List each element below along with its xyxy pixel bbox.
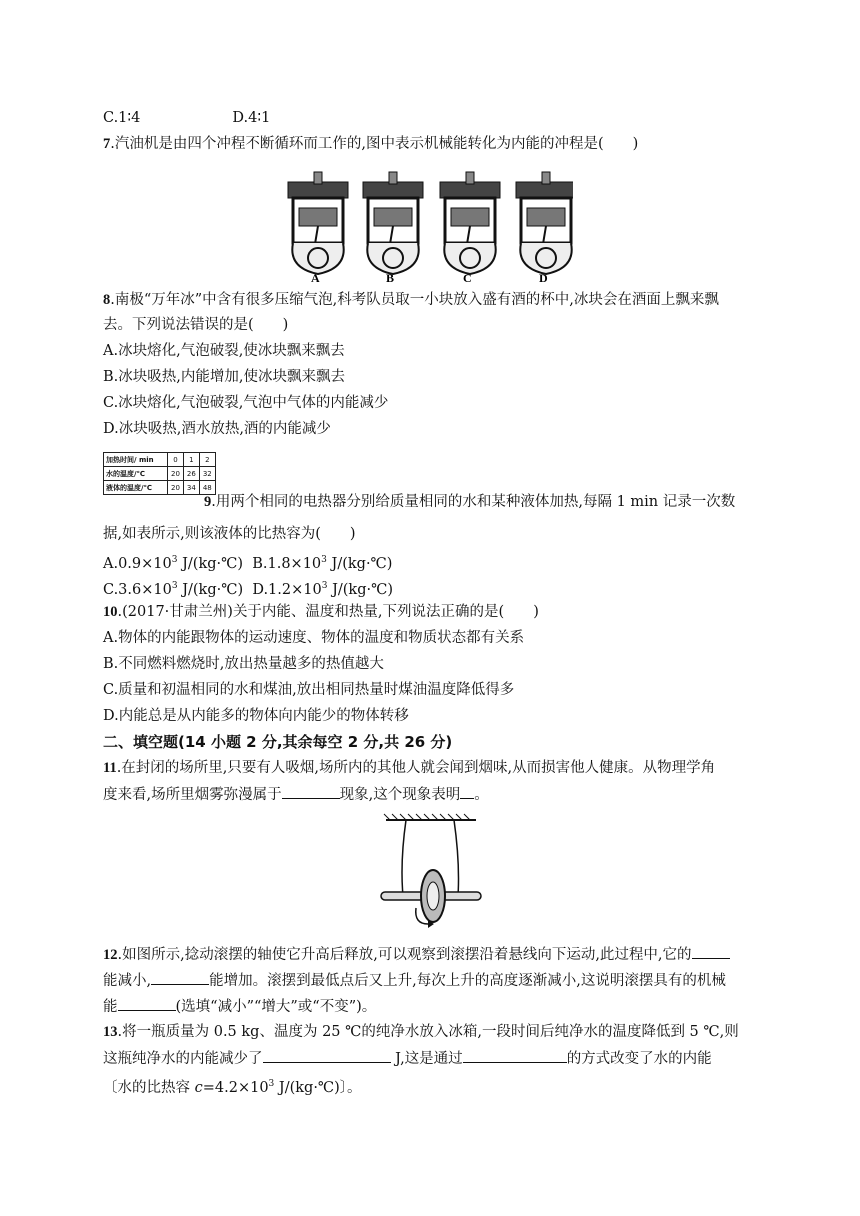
answer-blank[interactable] <box>692 944 730 959</box>
q10-number: 10 <box>103 604 118 620</box>
answer-blank[interactable] <box>282 784 340 799</box>
q12-stem-line3: 能 (选填“减小”“增大”或“不变”)。 <box>103 996 376 1017</box>
q9-number: 9 <box>204 494 212 510</box>
stroke-label-d: D <box>539 271 548 284</box>
q9-text: .用两个相同的电热器分别给质量相同的水和某种液体加热,每隔 1 min 记录一次数 <box>211 494 736 510</box>
q10-option-b: B.不同燃料燃烧时,放出热量越多的热值越大 <box>103 656 384 672</box>
q9-options-cd: $C.3.6\times 10^3$ J/(kg·℃) $D.1.2\times 10^3$ J/(kg·℃) <box>103 581 393 598</box>
q8-option-a: A.冰块熔化,气泡破裂,使冰块飘来飘去 <box>103 343 345 359</box>
q9-option-d: D.1.2×10 <box>252 581 322 598</box>
q6-options <box>103 108 270 128</box>
q8-option-b: B.冰块吸热,内能增加,使冰块飘来飘去 <box>103 369 345 385</box>
q8-option-c: C.冰块熔化,气泡破裂,气泡中气体的内能减少 <box>103 395 389 411</box>
q8-number: 8 <box>103 292 111 308</box>
stroke-label-a: A <box>311 271 320 284</box>
q10-stem <box>103 602 539 622</box>
q9-options-ab: $A.0.9\times 10^3$ J/(kg·℃) $B.1.8\times 10^3$ J/(kg·℃) <box>103 555 393 572</box>
q13-number: 13 <box>103 1024 118 1040</box>
answer-blank[interactable] <box>263 1048 391 1063</box>
q10-source: .(2017·甘肃兰州) <box>117 604 233 620</box>
q6-option-c: C.1∶4 <box>103 110 141 126</box>
q10-option-d: D.内能总是从内能多的物体向内能少的物体转移 <box>103 708 409 724</box>
stroke-label-b: B <box>386 271 395 284</box>
q12-text: .如图所示,捻动滚摆的轴使它升高后释放,可以观察到滚摆沿着悬线向下运动,此过程中,它的 <box>117 947 692 963</box>
q10-text: 关于内能、温度和热量,下列说法正确的是( ) <box>232 604 539 620</box>
q11-stem-line2: 度来看,场所里烟雾弥漫属于 现象,这个现象表明 。 <box>103 784 489 805</box>
q8-stem-line2: 去。下列说法错误的是( ) <box>103 317 289 333</box>
q10-option-c: C.质量和初温相同的水和煤油,放出相同热量时煤油温度降低得多 <box>103 682 515 698</box>
engine-diagram <box>288 172 348 274</box>
table-row: 液体的温度/℃ 20 34 48 <box>104 481 216 495</box>
q11-text: .在封闭的场所里,只要有人吸烟,场所内的其他人就会闻到烟味,从而损害他人健康。从物理学角 <box>116 760 716 776</box>
answer-blank[interactable] <box>463 1048 567 1063</box>
q12-stem-line2: 能减小, 能增加。滚摆到最低点后又上升,每次上升的高度逐渐减小,这说明滚摆具有的机械 <box>103 970 726 991</box>
q13-text: .将一瓶质量为 0.5 kg、温度为 25 ℃的纯净水放入冰箱,一段时间后纯净水的温度降低到 5 ℃,则 <box>117 1024 739 1040</box>
q8-text: .南极“万年冰”中含有很多压缩气泡,科考队员取一小块放入盛有酒的杯中,冰块会在酒面上飘来飘 <box>110 292 719 308</box>
q8-option-d: D.冰块吸热,酒水放热,酒的内能减少 <box>103 421 331 437</box>
answer-blank[interactable] <box>151 970 209 985</box>
q7-text: .汽油机是由四个冲程不断循环而工作的,图中表示机械能转化为内能的冲程是( ) <box>110 136 639 152</box>
q9-stem-line1 <box>204 492 735 512</box>
q9-stem-line2: 据,如表所示,则该液体的比热容为( ) <box>103 526 356 542</box>
table-row: 加热时间/ min 0 1 2 <box>104 453 216 467</box>
section-heading: 二、填空题(14 小题 2 分,其余每空 2 分,共 26 分) <box>103 733 453 751</box>
q9-option-b: B.1.8×10 <box>252 555 322 572</box>
q12-stem-line1 <box>103 944 730 965</box>
q13-stem-line2: 这瓶纯净水的内能减少了 J,这是通过 的方式改变了水的内能 <box>103 1048 712 1069</box>
q13-stem-line3: 〔水的比热容 $c=4.2\times 10^3$ J/(kg·℃)〕。 <box>103 1079 362 1096</box>
rolling-pendulum-figure <box>378 812 484 930</box>
q8-stem-line1 <box>103 290 719 310</box>
stroke-label-c: C <box>463 271 472 284</box>
answer-blank[interactable] <box>460 784 474 799</box>
heating-data-table <box>103 452 216 495</box>
q9-option-c: C.3.6×10 <box>103 581 172 598</box>
engine-strokes-figure <box>283 168 573 284</box>
q12-number: 12 <box>103 947 118 963</box>
q6-option-d: D.4∶1 <box>232 110 271 126</box>
answer-blank[interactable] <box>118 996 176 1011</box>
q7-number: 7 <box>103 136 111 152</box>
q7-stem <box>103 134 638 154</box>
q13-stem-line1 <box>103 1022 739 1042</box>
q10-option-a: A.物体的内能跟物体的运动速度、物体的温度和物质状态都有关系 <box>103 630 525 646</box>
q11-stem-line1 <box>103 758 715 778</box>
q9-option-a: A.0.9×10 <box>103 555 172 572</box>
table-row: 水的温度/℃ 20 26 32 <box>104 467 216 481</box>
q11-number: 11 <box>103 760 117 776</box>
